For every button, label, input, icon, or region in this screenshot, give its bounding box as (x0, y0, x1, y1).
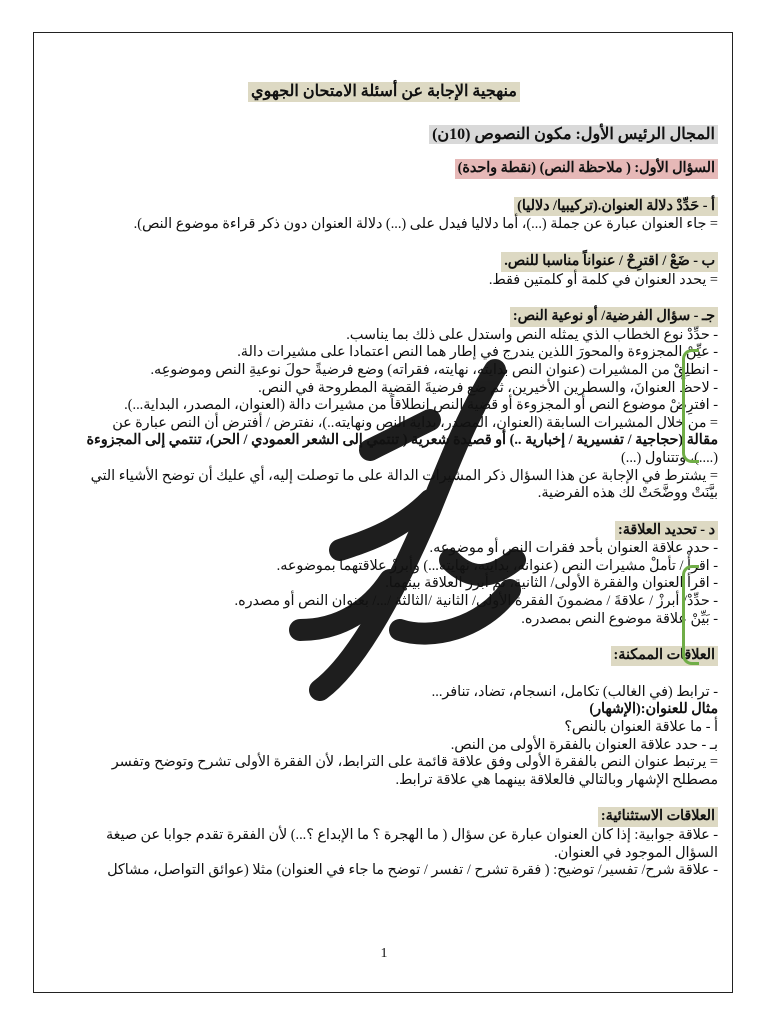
section-d-heading: د - تحديد العلاقة: (615, 521, 718, 541)
section-d-line-4: - حدِّدْ/ أبرزْ / علاقةَ / مضمونَ الفقرة الأولى/ الثانية /الثالثة /.../ بعنوان النص أو مصدره. (234, 593, 718, 610)
relations-line-2: مثال للعنوان:(الإشهار) (589, 701, 718, 718)
relations-line-4: بـ - حدد علاقة العنوان بالفقرة الأولى من النص. (450, 736, 718, 753)
exceptional-heading-line (50, 807, 718, 827)
section-b-heading: ب - ضَعْ / اقترِحْ / عنواناً مناسبا للنص. (501, 252, 718, 272)
domain-line (50, 125, 718, 145)
section-d-line-2: - اقرأْ / تأملْ مشيرات النص (عنوانه، بدايته، نهايته...) وأبرزْ علاقتهما بموضوعه. (276, 557, 718, 574)
section-b-text: = يحدد العنوان في كلمة أو كلمتين فقط. (488, 271, 718, 288)
section-d-line-3: - اقرأ العنوان والفقرة الأولى/ الثانية، ثم أبرز العلاقة بينهما. (385, 575, 718, 592)
exceptional-relations-heading: العلاقات الاستثنائية: (598, 807, 718, 827)
section-c-line-10: بيَّنَتْ ووضَّحَتْ لك هذه الفرضية. (537, 485, 718, 502)
section-b-heading-line (50, 252, 718, 272)
exceptional-line-2: السؤال الموجود في العنوان. (554, 844, 718, 861)
document-body (50, 70, 718, 880)
section-c-line-7: مقالة (حجاجية / تفسيرية / إخبارية ..) أو قصيدة شعرية ( تنتمي إلى الشعر العمودي / الحر)، تنتمي إلى المجزوءة (86, 432, 718, 449)
section-d-heading-line (50, 521, 718, 541)
section-c-line-6: = من خلال المشيرات السابقة (العنوان، المصدر، بداية النص ونهايته..)، نفترض / أفترض أن النص عبارة عن (112, 414, 718, 431)
section-c-line-4: - لاحظْ العنوانَ، والسطرين الأخيرين، ثم ضع فرضيةَ القضية المطروحة في النص. (258, 379, 718, 396)
section-d-line-1: - حدد علاقة العنوان بأحد فقرات النص أو موضوعه. (429, 540, 718, 557)
section-d-line-5: - بَيِّنْ علاقة موضوع النص بمصدره. (521, 610, 718, 627)
section-c-line-9: = يشترط في الإجابة عن هذا السؤال ذكر المشيرات الدالة على ما توصلت إليه، أي عليك أن توضح الأشياء التي (90, 467, 718, 484)
green-brace-section-c (682, 349, 699, 463)
relations-line-3: أ - ما علاقة العنوان بالنص؟ (564, 719, 718, 736)
question-1-heading: السؤال الأول: ( ملاحظة النص) (نقطة واحدة) (455, 159, 718, 179)
possible-relations-heading: العلاقات الممكنة: (611, 646, 718, 666)
section-c-line-1: - حدِّدْ نوع الخطاب الذي يمثله النص واستدل على ذلك بما يناسب. (346, 326, 718, 343)
section-a-heading: أ - حَدِّدْ دلالة العنوان.(تركيبيا/ دلاليا) (514, 197, 718, 217)
relations-line-1: - ترابط (في الغالب) تكامل، انسجام، تضاد، تنافر... (431, 683, 718, 700)
section-c-heading: جـ - سؤال الفرضية/ أو نوعية النص: (510, 307, 718, 327)
exceptional-line-1: - علاقة جوابية: إذا كان العنوان عبارة عن سؤال ( ما الهجرة ؟ ما الإبداع ؟...) لأن الفقرة تقدم جوابا عن صيغة (105, 827, 718, 843)
page-number: 1 (380, 946, 388, 961)
q1-line (50, 159, 718, 179)
domain-heading: المجال الرئيس الأول: مكون النصوص (10ن) (429, 125, 718, 145)
relations-heading-line (50, 646, 718, 666)
relations-line-5: = يرتبط عنوان النص بالفقرة الأولى وفق علاقة قائمة على الترابط، لأن الفقرة الأولى تشرح وتوضح وتفسر (111, 754, 718, 771)
exceptional-line-3: - علاقة شرح/ تفسير/ توضيح: ( فقرة تشرح / تفسر / توضح ما جاء في العنوان) مثلا (عوائق التواصل، مشاكل (107, 862, 718, 879)
section-c-line-2: - عيِّنْ المجزوءة والمحورَ اللذين يندرج في إطار هما النص اعتمادا على مشيرات دالة. (237, 344, 718, 361)
section-a-text: = جاء العنوان عبارة عن جملة (...)، أما دلاليا فيدل على (...) دلالة العنوان دون ذكر قراءة موضوع النص). (133, 216, 718, 233)
document-title-line (50, 82, 718, 102)
document-title: منهجية الإجابة عن أسئلة الامتحان الجهوي (248, 82, 520, 102)
section-c-heading-line (50, 307, 718, 327)
section-a-heading-line (50, 197, 718, 217)
green-brace-section-d (682, 565, 699, 665)
relations-line-6: مصطلح الإشهار وبالتالي فالعلاقة بينهما هي علاقة ترابط. (395, 771, 718, 788)
section-c-line-8: (....)، وتتناول (...) (621, 449, 718, 466)
section-c-line-5: - افترِضْ موضوع النص أو المجزوءة أو قضية النص انطلاقاً من مشيرات دالة (العنوان، المصدر، البداية...). (124, 397, 718, 414)
section-c-line-3: - انطلِقْ من المشيرات (عنوان النص بدايته، نهايته، فقراته) وضع فرضيةً حولَ نوعيةِ النص وموضوعِه. (150, 361, 718, 378)
